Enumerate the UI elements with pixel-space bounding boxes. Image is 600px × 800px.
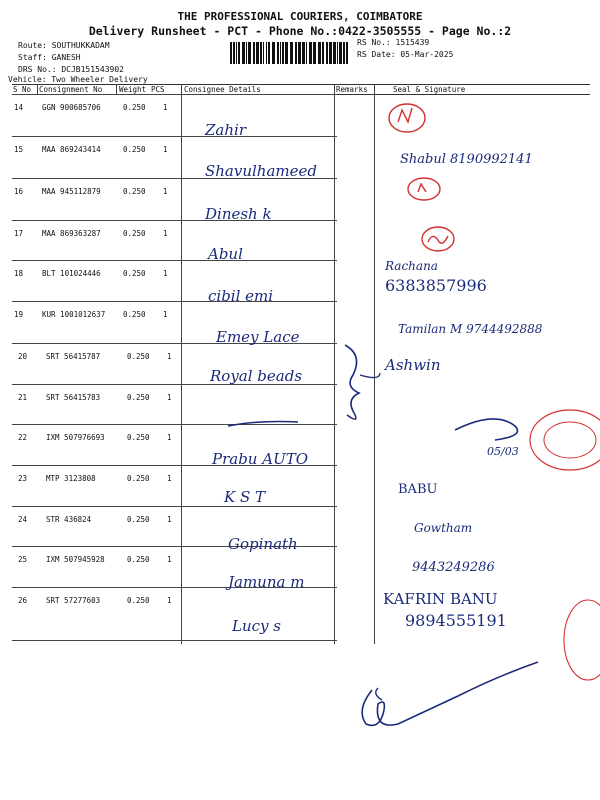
bottom-signature <box>362 662 538 725</box>
row-consignment-no: MAA 869363287 <box>42 229 101 238</box>
consignee-hand-17: Abul <box>208 245 243 263</box>
row-sno: 23 <box>18 474 28 483</box>
row-pcs: 1 <box>167 393 172 402</box>
vehicle-label: Vehicle: Two Wheeler Delivery <box>8 75 148 84</box>
row-sno: 22 <box>18 433 28 442</box>
dash-mark <box>228 422 298 427</box>
consignee-hand-24: Gopinath <box>228 535 298 553</box>
row-pcs: 1 <box>163 269 168 278</box>
row-consignment-no: KUR 1001012637 <box>42 310 106 319</box>
row-sno: 21 <box>18 393 28 402</box>
col-consignment: Consignment No <box>39 85 103 94</box>
row-weight: 0.250 <box>127 474 150 483</box>
row-consignment-no: BLT 101024446 <box>42 269 101 278</box>
runsheet-subtitle: Delivery Runsheet - PCT - Phone No.:0422-3505555 - Page No.:2 <box>88 24 512 38</box>
col-pcs: PCS <box>151 85 165 94</box>
row-pcs: 1 <box>163 145 168 154</box>
bottom-signature <box>376 688 382 700</box>
signature-26-phone: 9894555191 <box>405 611 507 630</box>
row-weight: 0.250 <box>127 515 150 524</box>
row-weight: 0.250 <box>123 310 146 319</box>
row-pcs: 1 <box>167 352 172 361</box>
consignee-hand-16: Dinesh k <box>205 205 272 223</box>
col-sno: S No <box>13 85 32 94</box>
col-weight: Weight <box>119 85 147 94</box>
row-weight: 0.250 <box>127 433 150 442</box>
row-sno: 15 <box>14 145 24 154</box>
consignee-hand-26: Lucy s <box>232 617 281 635</box>
row-pcs: 1 <box>163 310 168 319</box>
row-sno: 18 <box>14 269 24 278</box>
consignee-hand-25: Jamuna m <box>228 573 305 591</box>
row-weight: 0.250 <box>123 269 146 278</box>
row-sno: 20 <box>18 352 28 361</box>
row-sno: 16 <box>14 187 24 196</box>
route-label: Route: SOUTHUKKADAM <box>18 41 110 50</box>
consignee-hand-15: Shavulhameed <box>205 162 317 180</box>
rs-number: RS No.: 1515439 <box>357 38 430 47</box>
consignee-hand-22: Prabu AUTO <box>212 450 309 468</box>
row-consignment-no: SRT 57277603 <box>46 596 101 605</box>
row-weight: 0.250 <box>127 393 150 402</box>
row-weight: 0.250 <box>123 229 146 238</box>
row-consignment-no: IXM 507945928 <box>46 555 105 564</box>
row-sno: 14 <box>14 103 24 112</box>
signature-scribble <box>455 419 518 440</box>
row-weight: 0.250 <box>123 145 146 154</box>
rs-date: RS Date: 05-Mar-2025 <box>357 50 454 59</box>
row-sno: 26 <box>18 596 28 605</box>
row-consignment-no: MAA 945112879 <box>42 187 101 196</box>
col-seal: Seal & Signature <box>393 85 466 94</box>
company-title: THE PROFESSIONAL COURIERS, COIMBATORE <box>177 10 423 23</box>
row-weight: 0.250 <box>127 352 150 361</box>
col-remarks: Remarks <box>336 85 368 94</box>
signature-18-name: Rachana <box>385 259 438 273</box>
row-pcs: 1 <box>163 229 168 238</box>
row-sno: 25 <box>18 555 28 564</box>
row-pcs: 1 <box>167 515 172 524</box>
row-weight: 0.250 <box>127 555 150 564</box>
row-pcs: 1 <box>163 103 168 112</box>
signature-18-phone: 6383857996 <box>385 276 487 295</box>
row-sno: 17 <box>14 229 24 238</box>
consignee-hand-20: Royal beads <box>210 367 303 385</box>
row-sno: 19 <box>14 310 24 319</box>
bracket-mark <box>360 373 380 378</box>
signature-26-name: KAFRIN BANU <box>383 590 498 608</box>
row-consignment-no: GGN 900685706 <box>42 103 101 112</box>
row-weight: 0.250 <box>123 187 146 196</box>
row-consignment-no: SRT 56415787 <box>46 352 101 361</box>
consignee-hand-19: Emey Lace <box>216 328 300 346</box>
staff-label: Staff: GANESH <box>18 53 81 62</box>
signature-22-date: 05/03 <box>487 445 519 458</box>
row-consignment-no: MTP 3123808 <box>46 474 96 483</box>
row-weight: 0.250 <box>127 596 150 605</box>
signature-25: 9443249286 <box>412 560 495 575</box>
row-pcs: 1 <box>167 433 172 442</box>
bracket-mark <box>345 345 359 419</box>
row-pcs: 1 <box>167 555 172 564</box>
row-weight: 0.250 <box>123 103 146 112</box>
consignee-hand-23: K S T <box>224 488 266 506</box>
row-pcs: 1 <box>167 596 172 605</box>
row-consignment-no: MAA 869243414 <box>42 145 101 154</box>
row-consignment-no: SRT 56415783 <box>46 393 101 402</box>
consignee-hand-14: Zahir <box>205 121 246 139</box>
row-pcs: 1 <box>163 187 168 196</box>
row-consignment-no: STR 436824 <box>46 515 92 524</box>
signature-23: BABU <box>398 482 438 497</box>
consignee-hand-18: cibil emi <box>208 287 274 305</box>
row-pcs: 1 <box>167 474 172 483</box>
col-consignee: Consignee Details <box>184 85 261 94</box>
signature-20: Ashwin <box>385 356 441 374</box>
row-consignment-no: IXM 507976693 <box>46 433 105 442</box>
row-sno: 24 <box>18 515 28 524</box>
signature-24: Gowtham <box>414 521 473 535</box>
signature-19: Tamilan M 9744492888 <box>398 322 543 336</box>
signature-15: Shabul 8190992141 <box>400 152 533 167</box>
drs-label: DRS No.: DCJB151543902 <box>18 65 124 74</box>
